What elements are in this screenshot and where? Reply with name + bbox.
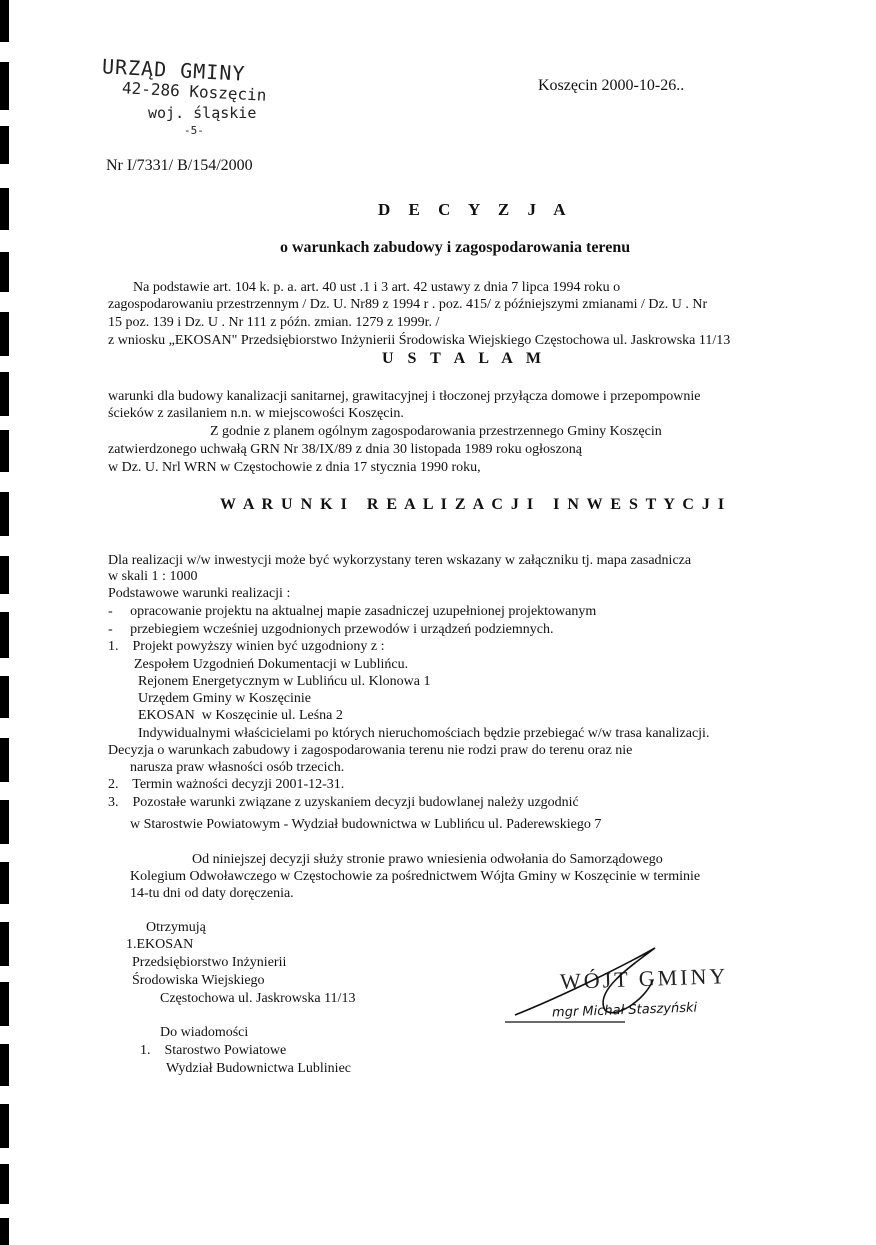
recipient-line: Otrzymują bbox=[146, 920, 206, 935]
recipient-line: Środowiska Wiejskiego bbox=[132, 973, 265, 988]
condition-line: EKOSAN w Koszęcinie ul. Leśna 2 bbox=[138, 708, 343, 723]
condition-line: 2. Termin ważności decyzji 2001-12-31. bbox=[108, 777, 345, 792]
condition-line: Decyzja o warunkach zabudowy i zagospodarowania terenu nie rodzi praw do terenu oraz nie bbox=[108, 743, 633, 758]
stamp-line-3: woj. śląskie bbox=[148, 104, 257, 122]
document-subtitle: o warunkach zabudowy i zagospodarowania terenu bbox=[280, 239, 631, 256]
place-date: Koszęcin 2000-10-26.. bbox=[538, 77, 685, 94]
appeal-line: 14-tu dni od daty doręczenia. bbox=[130, 886, 294, 901]
plan-line: zatwierdzonego uchwałą GRN Nr 38/IX/89 z dnia 30 listopada 1989 roku ogłoszoną bbox=[108, 442, 582, 457]
appeal-line: Kolegium Odwoławczego w Częstochowie za pośrednictwem Wójta Gminy w Koszęcinie w terminie bbox=[130, 869, 701, 884]
basis-line: 15 poz. 139 i Dz. U . Nr 111 z późn. zmian. 1279 z 1999r. / bbox=[108, 315, 440, 330]
recipient-line: Wydział Budownictwa Lubliniec bbox=[166, 1061, 351, 1076]
condition-line: Rejonem Energetycznym w Lublińcu ul. Klonowa 1 bbox=[138, 674, 431, 689]
condition-line: 3. Pozostałe warunki związane z uzyskaniem decyzji budowlanej należy uzgodnić bbox=[108, 795, 579, 810]
ustalam-heading: U S T A L A M bbox=[382, 350, 547, 367]
basis-line: zagospodarowaniu przestrzennym / Dz. U. Nr89 z 1994 r . poz. 415/ z późniejszymi zmianami / Dz. U . Nr bbox=[108, 297, 708, 312]
recipient-line: 1.EKOSAN bbox=[126, 937, 194, 952]
condition-line: w skali 1 : 1000 bbox=[108, 569, 198, 584]
recipient-line: Przedsiębiorstwo Inżynierii bbox=[132, 955, 287, 970]
stamp-line-1: URZĄD GMINY bbox=[101, 54, 246, 86]
condition-line: Indywidualnymi właścicielami po których nieruchomościach będzie przebiegać w/w trasa kanalizacji. bbox=[138, 726, 710, 741]
recipient-line: Do wiadomości bbox=[160, 1025, 249, 1040]
condition-line: narusza praw własności osób trzecich. bbox=[130, 760, 345, 775]
recipient-line: Częstochowa ul. Jaskrowska 11/13 bbox=[160, 991, 356, 1006]
condition-line: Podstawowe warunki realizacji : bbox=[108, 586, 291, 601]
stamp-line-2: 42-286 Koszęcin bbox=[121, 78, 267, 105]
reference-number: Nr I/7331/ B/154/2000 bbox=[106, 157, 253, 174]
condition-line: Urzędem Gminy w Koszęcinie bbox=[138, 691, 311, 706]
recipient-line: 1. Starostwo Powiatowe bbox=[140, 1043, 287, 1058]
basis-line: z wniosku „EKOSAN" Przedsiębiorstwo Inżynierii Środowiska Wiejskiego Częstochowa ul. Jaskrowska 11/13 bbox=[108, 333, 731, 348]
condition-line: - przebiegiem wcześniej uzgodnionych przewodów i urządzeń podziemnych. bbox=[108, 622, 554, 637]
signature-stamp-title: WÓJT GMINY bbox=[559, 963, 729, 994]
condition-line: Dla realizacji w/w inwestycji może być wykorzystany teren wskazany w załączniku tj. mapa zasadnicza bbox=[108, 553, 692, 568]
condition-line: - opracowanie projektu na aktualnej mapie zasadniczej uzupełnionej projektowanym bbox=[108, 604, 597, 619]
plan-line: w Dz. U. Nrl WRN w Częstochowie z dnia 17 stycznia 1990 roku, bbox=[108, 460, 481, 475]
plan-line: Z godnie z planem ogólnym zagospodarowania przestrzennego Gminy Koszęcin bbox=[210, 424, 662, 439]
condition-line: 1. Projekt powyższy winien być uzgodniony z : bbox=[108, 639, 385, 654]
condition-line: Zespołem Uzgodnień Dokumentacji w Lublińcu. bbox=[134, 657, 409, 672]
stamp-line-4: -5- bbox=[184, 124, 204, 137]
signature-name: mgr Michał Staszyński bbox=[551, 1000, 698, 1021]
conditions-heading: W A R U N K I R E A L I Z A C J I I N W E S T Y C J I bbox=[220, 496, 727, 513]
decision-line: warunki dla budowy kanalizacji sanitarnej, grawitacyjnej i tłoczonej przyłącza domowe i przepompownie bbox=[108, 389, 701, 404]
document-title: D E C Y Z J A bbox=[378, 200, 573, 219]
appeal-line: Od niniejszej decyzji służy stronie prawo wniesienia odwołania do Samorządowego bbox=[192, 852, 663, 867]
basis-line: Na podstawie art. 104 k. p. a. art. 40 ust .1 i 3 art. 42 ustawy z dnia 7 lipca 1994 roku o bbox=[133, 280, 621, 295]
condition-line: w Starostwie Powiatowym - Wydział budownictwa w Lublińcu ul. Paderewskiego 7 bbox=[130, 817, 602, 832]
decision-line: ścieków z zasilaniem n.n. w miejscowości Koszęcin. bbox=[108, 406, 404, 421]
